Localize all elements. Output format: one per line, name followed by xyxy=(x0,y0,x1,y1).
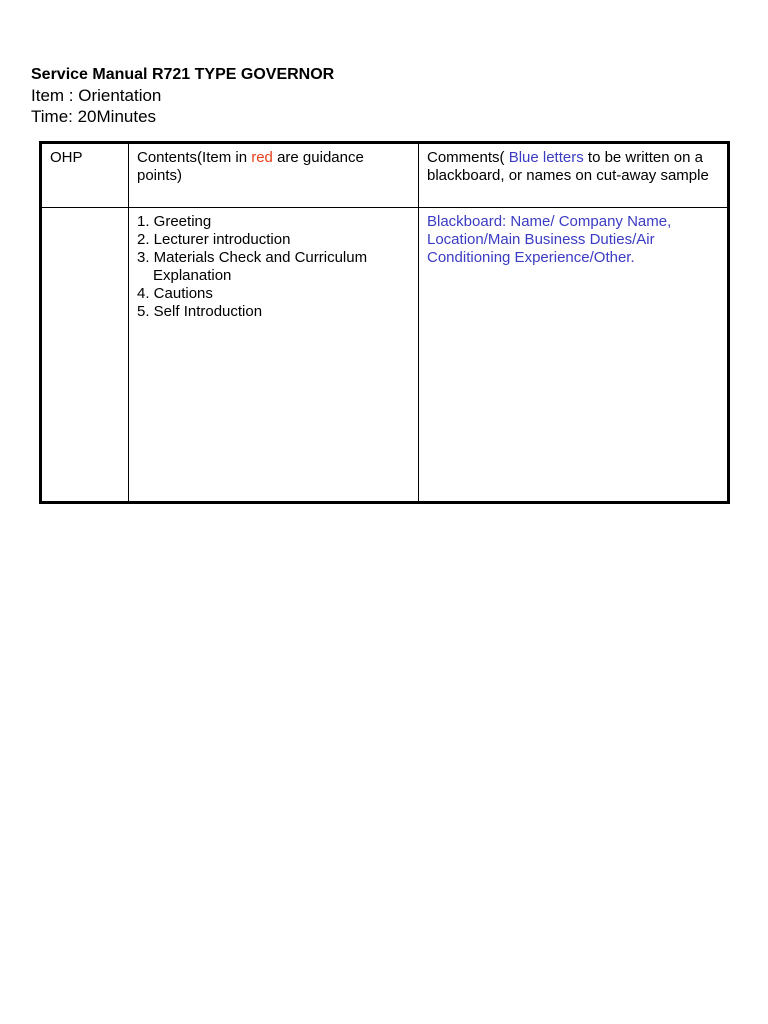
list-item: 5. Self Introduction xyxy=(137,303,263,320)
item-line: Item : Orientation xyxy=(31,86,162,105)
cell-contents xyxy=(129,208,419,503)
list-item: 4. Cautions xyxy=(137,285,213,302)
cell-comments: Blackboard: Name/ Company Name, Location/Main Business Duties/Air Conditioning Experience/Other. xyxy=(419,208,729,503)
list-item: 2. Lecturer introduction xyxy=(137,231,291,248)
header-contents: Contents(Item in red are guidance points) xyxy=(129,143,419,208)
header-comments: Comments( Blue letters to be written on a blackboard, or names on cut-away sample xyxy=(419,143,729,208)
header-ohp: OHP xyxy=(41,143,129,208)
table-header-row xyxy=(41,143,729,208)
red-keyword: red xyxy=(251,149,273,166)
list-item: 1. Greeting xyxy=(137,213,212,230)
list-item: 3. Materials Check and Curriculum Explanation xyxy=(137,249,368,284)
contents-list xyxy=(137,213,410,321)
blue-keyword: Blue letters xyxy=(508,149,584,166)
cell-ohp xyxy=(41,208,129,503)
time-line: Time: 20Minutes xyxy=(31,107,157,126)
table-row xyxy=(41,208,729,503)
document-header xyxy=(31,64,334,127)
lesson-table xyxy=(39,141,730,504)
document-title: Service Manual R721 TYPE GOVERNOR xyxy=(31,66,335,83)
